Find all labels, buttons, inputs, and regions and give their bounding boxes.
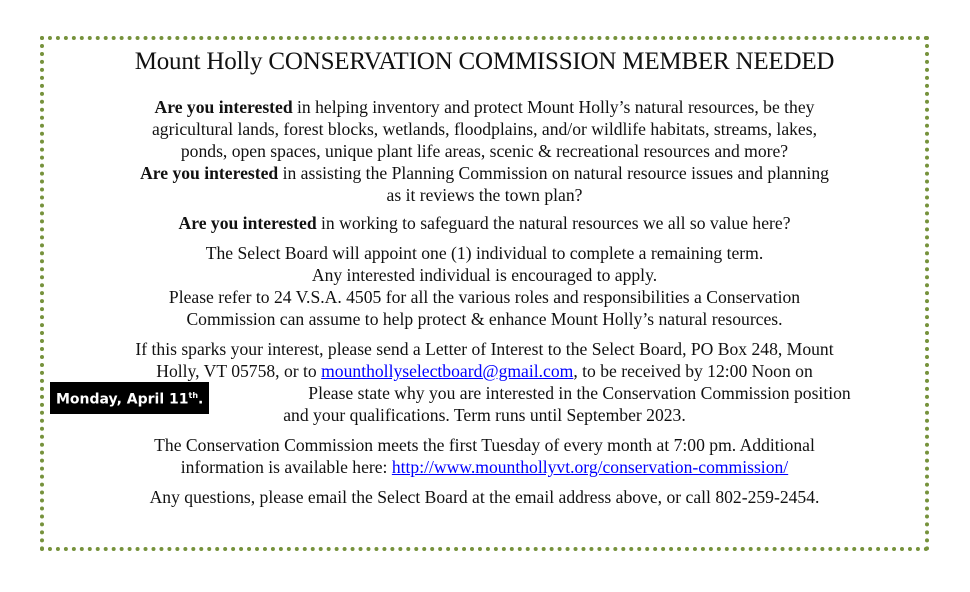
question-1-line3: ponds, open spaces, unique plant life areas, scenic & recreational resources and more? [180, 141, 789, 161]
apply-line: , to be received by 12:00 Noon on [573, 361, 813, 381]
appointment-line: The Select Board will appoint one (1) individual to complete a remaining term. [205, 243, 764, 263]
email-link[interactable]: mounthollyselectboard@gmail.com [321, 361, 574, 381]
contact-line: Any questions, please email the Select Board at the email address above, or call 802-259-2454. [149, 487, 820, 507]
notice-title: Mount Holly CONSERVATION COMMISSION MEMBER NEEDED [134, 48, 835, 75]
website-link[interactable]: http://www.mounthollyvt.org/conservation-commission/ [391, 457, 789, 477]
appointment-line: Any interested individual is encouraged to apply. [311, 265, 658, 285]
question-3-bold: Are you interested [178, 213, 317, 233]
question-1-line2: agricultural lands, forest blocks, wetlands, floodplains, and/or wildlife habitats, streams, lakes, [152, 119, 817, 139]
question-2-line2: as it reviews the town plan? [386, 185, 583, 205]
question-2-bold: Are you interested [140, 163, 279, 183]
notice-body [44, 96, 925, 514]
question-1 [44, 96, 925, 162]
question-3 [44, 212, 925, 234]
apply-line: and your qualifications. Term runs until September 2023. [283, 405, 686, 425]
deadline-end: . [198, 391, 204, 408]
appointment-line: Please refer to 24 V.S.A. 4505 for all the various roles and responsibilities a Conservation [168, 287, 801, 307]
appointment-paragraph [44, 242, 925, 330]
meetings-paragraph [44, 434, 925, 478]
apply-line: Holly, VT 05758, or to [156, 361, 322, 381]
question-2 [44, 162, 925, 206]
meetings-line: The Conservation Commission meets the first Tuesday of every month at 7:00 pm. Additional [154, 435, 815, 455]
deadline-text: Monday, April 11 [56, 391, 189, 408]
question-1-text: in helping inventory and protect Mount Holly’s natural resources, be they [292, 97, 815, 117]
deadline-highlight [50, 382, 209, 414]
deadline-sup: th [188, 391, 199, 400]
appointment-line: Commission can assume to help protect & enhance Mount Holly’s natural resources. [186, 309, 783, 329]
question-1-bold: Are you interested [154, 97, 293, 117]
question-2-text: in assisting the Planning Commission on natural resource issues and planning [278, 163, 829, 183]
apply-line: If this sparks your interest, please send a Letter of Interest to the Select Board, PO Box 248, Mount [135, 339, 834, 359]
meetings-line: information is available here: [180, 457, 392, 477]
question-3-text: in working to safeguard the natural resources we all so value here? [316, 213, 791, 233]
apply-line: Please state why you are interested in the Conservation Commission position [308, 383, 851, 403]
apply-paragraph [44, 338, 925, 426]
notice-frame [40, 36, 929, 551]
